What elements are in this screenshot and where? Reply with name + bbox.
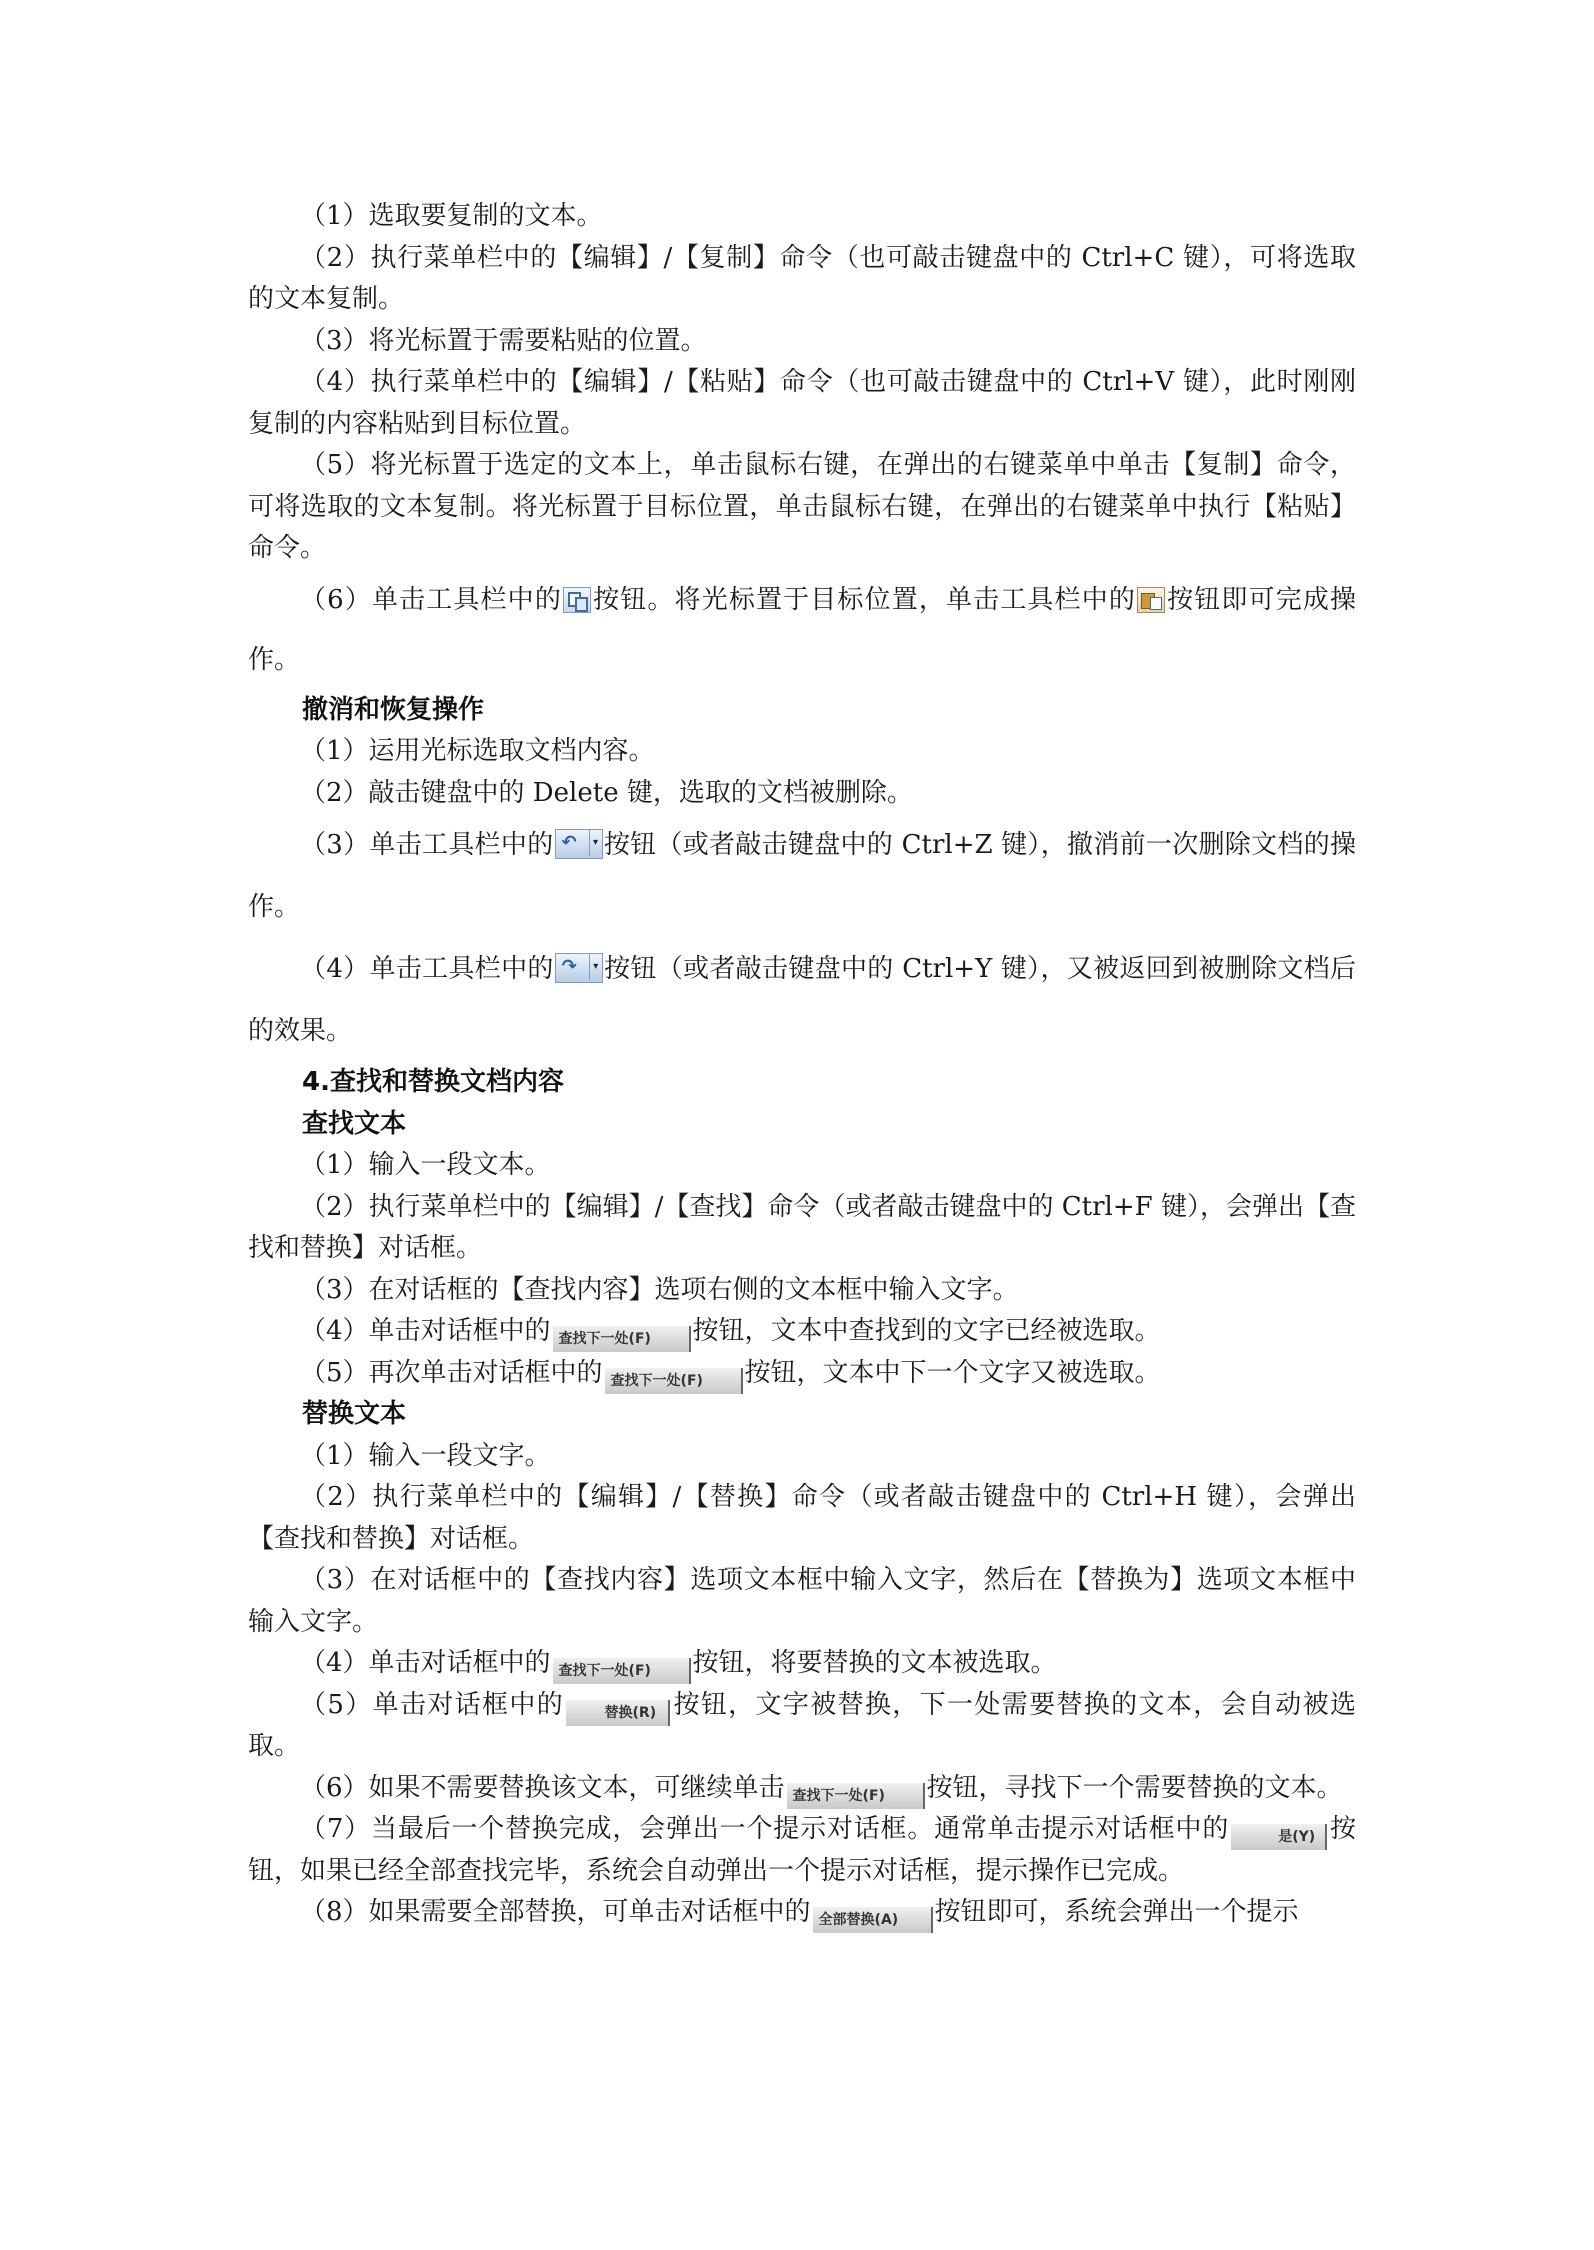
text-segment: （6）如果不需要替换该文本，可继续单击 [300,1772,785,1803]
paragraph-undo-1: （1）运用光标选取文档内容。 [300,736,655,766]
text-segment: （8）如果需要全部替换，可单击对话框中的 [300,1897,811,1927]
text-segment: 按钮（或者敲击键盘中的 Ctrl+Y 键），又被返回到被删除文档后的效果。 [248,954,1356,1046]
replace-button-image: 替换(R) [566,1700,670,1726]
paragraph-copy-5: （5）将光标置于选定的文本上，单击鼠标右键，在弹出的右键菜单中单击【复制】命令，可将选取的文本复制。将光标置于目标位置，单击鼠标右键，在弹出的右键菜单中执行【粘贴】命令。 [248,450,1356,563]
text-segment: （5）再次单击对话框中的 [300,1357,603,1388]
paste-icon [1137,587,1165,613]
paragraph-undo-3 [248,814,1356,938]
document-page [248,196,1356,1934]
paragraph-find-2: （2）执行菜单栏中的【编辑】/【查找】命令（或者敲击键盘中的 Ctrl+F 键），会弹出【查找和替换】对话框。 [248,1191,1356,1263]
find-next-button-image: 查找下一处(F) [553,1658,691,1684]
paragraph-replace-6 [248,1768,1356,1810]
replace-all-button-image: 全部替换(A) [813,1907,933,1933]
text-segment: （4）单击对话框中的 [300,1316,551,1346]
paragraph-find-3: （3）在对话框的【查找内容】选项右侧的文本框中输入文字。 [300,1274,1019,1305]
paragraph-replace-4 [248,1643,1356,1685]
text-segment: 按钮，如果已经全部查找完毕，系统会自动弹出一个提示对话框，提示操作已完成。 [248,1814,1356,1886]
paragraph-undo-4 [248,938,1356,1062]
text-segment: 按钮，将要替换的文本被选取。 [692,1648,1057,1678]
text-segment: （3）单击工具栏中的 [300,830,554,860]
undo-arrow-icon: ↶ [561,832,577,853]
undo-icon [555,829,603,859]
find-next-button-image: 查找下一处(F) [787,1783,925,1809]
text-segment: （4）单击对话框中的 [300,1648,551,1678]
find-next-button-image: 查找下一处(F) [553,1326,691,1352]
text-segment: （6）单击工具栏中的 [300,584,562,615]
yes-button-image: 是(Y) [1231,1824,1327,1850]
text-segment: 按钮（或者敲击键盘中的 Ctrl+Z 键），撤消前一次删除文档的操作。 [248,830,1356,922]
text-segment: 按钮即可，系统会弹出一个提示 [934,1897,1299,1927]
paragraph-find-4 [248,1311,1356,1353]
redo-arrow-icon: ↷ [561,956,577,977]
paragraph-replace-2: （2）执行菜单栏中的【编辑】/【替换】命令（或者敲击键盘中的 Ctrl+H 键），会弹出【查找和替换】对话框。 [248,1482,1356,1554]
paragraph-replace-5 [248,1685,1356,1768]
paragraph-replace-1: （1）输入一段文字。 [300,1440,551,1471]
paragraph-copy-2: （2）执行菜单栏中的【编辑】/【复制】命令（也可敲击键盘中的 Ctrl+C 键），可将选取的文本复制。 [248,242,1356,314]
text-segment: （4）单击工具栏中的 [300,954,554,984]
heading-replace-text: 替换文本 [302,1399,407,1429]
heading-find-text: 查找文本 [302,1108,407,1139]
text-segment: 按钮，寻找下一个需要替换的文本。 [926,1772,1343,1803]
find-next-button-image: 查找下一处(F) [605,1368,743,1394]
text-segment: 按钮。将光标置于目标位置，单击工具栏中的 [591,584,1136,615]
paragraph-undo-2: （2）敲击键盘中的 Delete 键，选取的文档被删除。 [300,777,913,808]
heading-undo-redo: 撤消和恢复操作 [302,694,485,725]
paragraph-replace-8 [248,1892,1356,1934]
paragraph-copy-1: （1）选取要复制的文本。 [300,201,603,231]
text-segment: 按钮即可完成操作。 [248,584,1356,675]
copy-icon [563,587,591,613]
text-segment: 按钮，文本中查找到的文字已经被选取。 [692,1316,1161,1346]
paragraph-copy-4: （4）执行菜单栏中的【编辑】/【粘贴】命令（也可敲击键盘中的 Ctrl+V 键），此时刚刚复制的内容粘贴到目标位置。 [248,367,1356,439]
paragraph-find-1: （1）输入一段文本。 [300,1150,551,1180]
dropdown-arrow-icon: ▾ [589,954,602,980]
paragraph-copy-3: （3）将光标置于需要粘贴的位置。 [300,325,707,356]
paragraph-copy-6 [248,570,1356,690]
redo-icon [555,953,603,983]
dropdown-arrow-icon: ▾ [589,830,602,856]
section-title-find-replace: 4.查找和替换文档内容 [302,1067,564,1097]
text-segment: 按钮，文字被替换，下一处需要替换的文本，会自动被选取。 [248,1689,1356,1761]
paragraph-replace-3: （3）在对话框中的【查找内容】选项文本框中输入文字，然后在【替换为】选项文本框中输入文字。 [248,1565,1356,1637]
text-segment: （5）单击对话框中的 [300,1689,565,1720]
paragraph-find-5 [248,1353,1356,1395]
text-segment: （7）当最后一个替换完成，会弹出一个提示对话框。通常单击提示对话框中的 [300,1814,1230,1844]
paragraph-replace-7 [248,1809,1356,1892]
text-segment: 按钮，文本中下一个文字又被选取。 [744,1357,1161,1388]
